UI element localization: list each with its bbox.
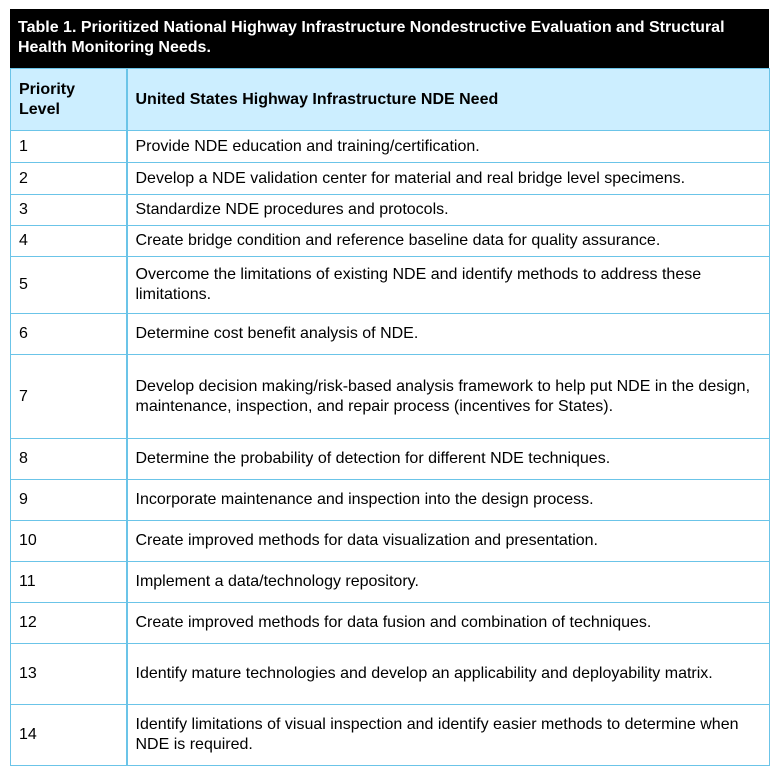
table-row xyxy=(11,562,770,603)
table-row xyxy=(11,439,770,480)
table-row xyxy=(11,355,770,439)
table-header-row xyxy=(11,69,770,131)
priority-level-cell: 13 xyxy=(11,644,127,705)
priority-level-cell: 3 xyxy=(11,195,127,226)
priority-level-cell: 7 xyxy=(11,355,127,439)
priority-table xyxy=(10,68,770,766)
table-row xyxy=(11,314,770,355)
priority-level-cell: 10 xyxy=(11,521,127,562)
priority-level-cell: 4 xyxy=(11,226,127,257)
priority-level-cell: 6 xyxy=(11,314,127,355)
priority-level-cell: 14 xyxy=(11,705,127,766)
nde-need-cell: Determine cost benefit analysis of NDE. xyxy=(127,314,770,355)
nde-need-cell: Provide NDE education and training/certification. xyxy=(127,131,770,163)
table-row xyxy=(11,705,770,766)
table-row xyxy=(11,480,770,521)
priority-level-cell: 9 xyxy=(11,480,127,521)
table-row xyxy=(11,131,770,163)
nde-need-cell: Identify limitations of visual inspection and identify easier methods to determine when NDE is required. xyxy=(127,705,770,766)
priority-level-cell: 2 xyxy=(11,163,127,195)
priority-level-cell: 1 xyxy=(11,131,127,163)
priority-table-container xyxy=(10,9,769,766)
table-row xyxy=(11,163,770,195)
nde-need-cell: Implement a data/technology repository. xyxy=(127,562,770,603)
table-caption: Table 1. Prioritized National Highway Infrastructure Nondestructive Evaluation and Structural Health Monitoring Needs. xyxy=(10,9,769,68)
table-row xyxy=(11,521,770,562)
nde-need-cell: Develop decision making/risk-based analysis framework to help put NDE in the design, maintenance, inspection, and repair process (incentives for States). xyxy=(127,355,770,439)
nde-need-cell: Determine the probability of detection for different NDE techniques. xyxy=(127,439,770,480)
table-row xyxy=(11,257,770,314)
priority-level-cell: 12 xyxy=(11,603,127,644)
priority-level-cell: 11 xyxy=(11,562,127,603)
table-row xyxy=(11,226,770,257)
table-row xyxy=(11,195,770,226)
nde-need-header: United States Highway Infrastructure NDE Need xyxy=(127,69,770,131)
priority-level-cell: 5 xyxy=(11,257,127,314)
nde-need-cell: Create bridge condition and reference baseline data for quality assurance. xyxy=(127,226,770,257)
nde-need-cell: Identify mature technologies and develop an applicability and deployability matrix. xyxy=(127,644,770,705)
table-row xyxy=(11,603,770,644)
nde-need-cell: Develop a NDE validation center for material and real bridge level specimens. xyxy=(127,163,770,195)
table-row xyxy=(11,644,770,705)
priority-level-header: Priority Level xyxy=(11,69,127,131)
nde-need-cell: Incorporate maintenance and inspection into the design process. xyxy=(127,480,770,521)
priority-level-cell: 8 xyxy=(11,439,127,480)
nde-need-cell: Create improved methods for data visualization and presentation. xyxy=(127,521,770,562)
nde-need-cell: Standardize NDE procedures and protocols. xyxy=(127,195,770,226)
nde-need-cell: Overcome the limitations of existing NDE and identify methods to address these limitations. xyxy=(127,257,770,314)
nde-need-cell: Create improved methods for data fusion and combination of techniques. xyxy=(127,603,770,644)
